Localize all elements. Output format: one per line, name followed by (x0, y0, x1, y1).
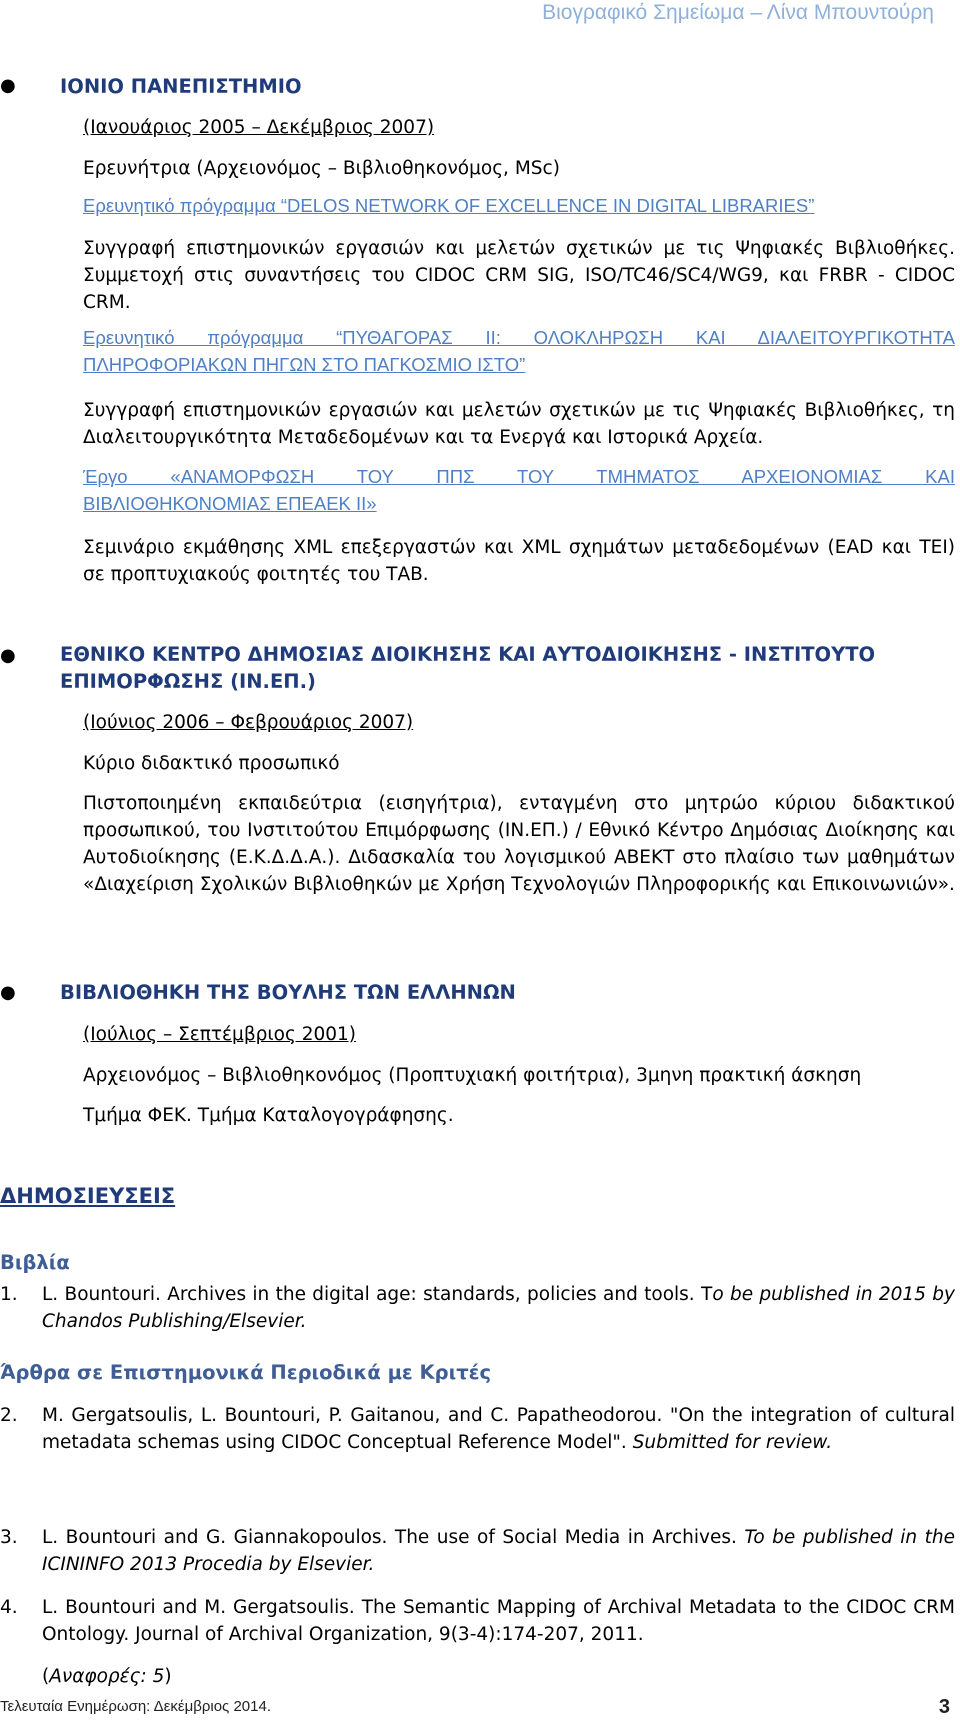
org-vouli: ΒΙΒΛΙΟΘΗΚΗ ΤΗΣ ΒΟΥΛΗΣ ΤΩΝ ΕΛΛΗΝΩΝ (60, 981, 516, 1004)
citations-close: ) (164, 1666, 172, 1687)
desc-vouli: Τμήμα ΦΕΚ. Τμήμα Καταλογογράφησης. (83, 1105, 454, 1126)
role-vouli: Αρχειονόμος – Βιβλιοθηκονόμος (Προπτυχιακή φοιτήτρια), 3μηνη πρακτική άσκηση (83, 1065, 862, 1086)
desc-ekdda: Πιστοποιημένη εκπαιδεύτρια (εισηγήτρια), ενταγμένη στο μητρώο κύριου διδακτικού προσωπικού, του Ινστιτούτου Επιμόρφωσης (ΙΝ.ΕΠ.) / Εθνικό Κέντρο Δημόσιας Διοίκησης και Αυτοδιοίκησης (Ε.Κ.Δ.Δ.Α.). Διδασκαλία του λογισμικού ΑΒΕΚΤ στο πλαίσιο των μαθημάτων «Διαχείριση Σχολικών Βιβλιοθηκών με Χρήση Τεχνολογιών Πληροφορικής και Επικοινωνιών». (83, 793, 955, 895)
publication-status: Submitted for review. (632, 1432, 833, 1453)
publications-title: ΔΗΜΟΣΙΕΥΣΕΙΣ (0, 1184, 176, 1208)
period-vouli: (Ιούλιος – Σεπτέμβριος 2001) (83, 1024, 356, 1045)
role-ekdda: Κύριο διδακτικό προσωπικό (83, 753, 340, 774)
org-ionio: ΙΟΝΙΟ ΠΑΝΕΠΙΣΤΗΜΙΟ (60, 75, 302, 98)
bullet-marker: ● (0, 75, 16, 96)
publication-text: L. Bountouri and G. Giannakopoulos. The use of Social Media in Archives. (42, 1527, 745, 1548)
project-link-anamorfosi-line1[interactable]: Έργο «ΑΝΑΜΟΡΦΩΣΗ ΤΟΥ ΠΠΣ ΤΟΥ ΤΜΗΜΑΤΟΣ ΑΡΧΕΙΟΝΟΜΙΑΣ ΚΑΙ (83, 466, 955, 487)
publication-status: o be published in 2015 by Chandos Publishing/Elsevier. (42, 1284, 955, 1332)
publication-item (0, 1524, 955, 1578)
publication-status: To be published in the ICININFO 2013 Procedia by Elsevier. (42, 1527, 955, 1575)
publication-number: 4. (0, 1597, 18, 1618)
bullet-marker: ● (0, 645, 16, 666)
bullet-marker: ● (0, 982, 16, 1003)
publication-text: M. Gergatsoulis, L. Bountouri, P. Gaitanou, and C. Papatheodorou. "On the integration of cultural metadata schemas using CIDOC Conceptual Reference Model". (42, 1405, 955, 1453)
role-ionio: Ερευνήτρια (Αρχειονόμος – Βιβλιοθηκονόμος, MSc) (83, 158, 560, 179)
project-link-pythagoras-line2[interactable]: ΠΛΗΡΟΦΟΡΙΑΚΩΝ ΠΗΓΩΝ ΣΤΟ ΠΑΓΚΟΣΜΙΟ ΙΣΤΟ” (83, 354, 526, 375)
publication-item (0, 1402, 955, 1456)
citations-open: ( (42, 1666, 50, 1687)
publication-item (0, 1594, 955, 1648)
publication-number: 1. (0, 1284, 18, 1305)
org-ekdda: ΕΘΝΙΚΟ ΚΕΝΤΡΟ ΔΗΜΟΣΙΑΣ ΔΙΟΙΚΗΣΗΣ ΚΑΙ ΑΥΤΟΔΙΟΙΚΗΣΗΣ - ΙΝΣΤΙΤΟΥΤΟ ΕΠΙΜΟΡΦΩΣΗΣ (ΙΝ.ΕΠ.) (60, 643, 876, 693)
period-ionio: (Ιανουάριος 2005 – Δεκέμβριος 2007) (83, 117, 435, 138)
page-header: Βιογραφικό Σημείωμα – Λίνα Μπουντούρη (542, 1, 934, 24)
citations-note (0, 1663, 955, 1690)
page-footer (0, 1696, 960, 1718)
project-link-delos[interactable]: Ερευνητικό πρόγραμμα “DELOS NETWORK OF EXCELLENCE IN DIGITAL LIBRARIES” (83, 195, 815, 216)
period-ekdda: (Ιούνιος 2006 – Φεβρουάριος 2007) (83, 712, 414, 733)
books-title: Βιβλία (0, 1251, 70, 1274)
articles-title: Άρθρα σε Επιστημονικά Περιοδικά με Κριτές (0, 1361, 492, 1384)
publication-number: 3. (0, 1527, 18, 1548)
citations-count: Αναφορές: 5 (49, 1666, 165, 1687)
project-desc-delos: Συγγραφή επιστημονικών εργασιών και μελετών σχετικών με τις Ψηφιακές Βιβλιοθήκες. Συμμετοχή στις συναντήσεις του CIDOC CRM SIG, ISO/TC46/SC4/WG9, και FRBR - CIDOC CRM. (83, 238, 955, 313)
project-link-anamorfosi-line2[interactable]: ΒΙΒΛΙΟΘΗΚΟΝΟΜΙΑΣ ΕΠΕΑΕΚ ΙΙ» (83, 493, 377, 514)
publication-item (0, 1281, 955, 1335)
publication-number: 2. (0, 1405, 18, 1426)
publication-text: L. Bountouri. Archives in the digital age: standards, policies and tools. T (42, 1284, 713, 1305)
last-updated: Τελευταία Ενημέρωση: Δεκέμβριος 2014. (0, 1698, 271, 1715)
page-number: 3 (938, 1696, 950, 1718)
project-desc-pythagoras: Συγγραφή επιστημονικών εργασιών και μελετών σχετικών με τις Ψηφιακές Βιβλιοθήκες, τη Διαλειτουργικότητα Μεταδεδομένων και τα Ενεργά και Ιστορικά Αρχεία. (83, 400, 955, 448)
project-link-pythagoras-line1[interactable]: Ερευνητικό πρόγραμμα “ΠΥΘΑΓΟΡΑΣ ΙΙ: ΟΛΟΚΛΗΡΩΣΗ ΚΑΙ ΔΙΑΛΕΙΤΟΥΡΓΙΚΟΤΗΤΑ (83, 327, 955, 348)
publication-text: L. Bountouri and M. Gergatsoulis. The Semantic Mapping of Archival Metadata to the CIDOC CRM Ontology. Journal of Archival Organization, 9(3-4):174-207, 2011. (42, 1597, 955, 1645)
project-desc-anamorfosi: Σεμινάριο εκμάθησης XML επεξεργαστών και XML σχημάτων μεταδεδομένων (EAD και TEI) σε προπτυχιακούς φοιτητές του ΤΑΒ. (83, 537, 955, 585)
